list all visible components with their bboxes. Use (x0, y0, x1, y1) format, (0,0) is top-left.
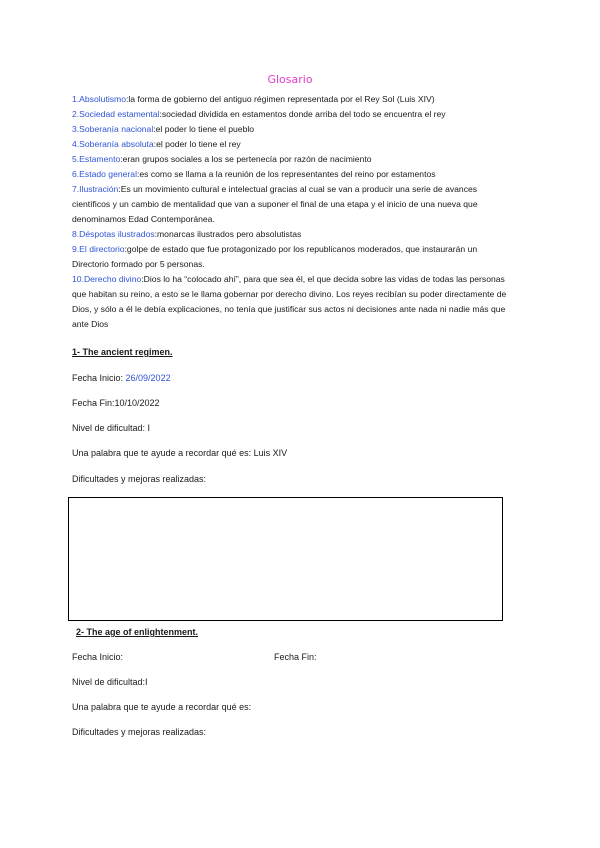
glossary-entry (72, 122, 512, 137)
glossary-term: 2.Sociedad estamental (72, 109, 160, 119)
improvements-textbox[interactable] (68, 497, 503, 621)
glossary-definition: :la forma de gobierno del antiguo régimen representada por el Rey Sol (Luis XIV) (125, 94, 435, 104)
glossary-term: 7.Ilustración (72, 184, 119, 194)
glossary-term: 8.Déspotas ilustrados (72, 229, 155, 239)
glossary-definition: :el poder lo tiene el pueblo (153, 124, 255, 134)
glossary-term: 5.Estamento (72, 154, 121, 164)
glossary-term: 3.Soberanía nacional (72, 124, 154, 134)
section1-memory-word: Una palabra que te ayude a recordar qué es: Luis XIV (72, 448, 288, 458)
glossary-entry (72, 107, 512, 122)
section2-difficulty: Nivel de dificultad:I (72, 677, 148, 687)
glossary-definition: :Dios lo ha “colocado ahí”, para que sea él, el que decida sobre las vidas de todas las personas que habitan su reino, a esto se le llama gobernar por derecho divino. Los reyes recibían su poder directamente de Dios, y sólo a él le debía explicaciones, no tenía que justificar sus actos ni decisiones ante nada ni nadie más que ante Dios (72, 274, 507, 329)
glossary-entry (72, 227, 512, 242)
glossary-definition: :es como se llama a la reunión de los representantes del reino por estamentos (136, 169, 436, 179)
section1-end-date: Fecha Fin:10/10/2022 (72, 398, 160, 408)
section2-memory-word: Una palabra que te ayude a recordar qué es: (72, 702, 252, 712)
glossary-entry (72, 242, 512, 272)
glossary-definition: :monarcas ilustrados pero absolutistas (154, 229, 302, 239)
glossary-entry (72, 137, 512, 152)
section2-end-date: Fecha Fin: (274, 652, 317, 662)
glossary-definition: :Es un movimiento cultural e intelectual gracias al cual se van a producir una serie de avances científicos y un cambio de mentalidad que van a suponer el final de una etapa y el inicio de una nueva que denominamos Edad Contemporánea. (72, 184, 478, 224)
section2-heading: 2- The age of enlightenment. (76, 627, 199, 637)
glossary-list (72, 92, 512, 332)
glossary-entry (72, 272, 512, 332)
start-date-label: Fecha Inicio: (72, 373, 126, 383)
glossary-definition: :golpe de estado que fue protagonizado por los republicanos moderados, que instaurarán un Directorio formado por 5 personas. (72, 244, 478, 269)
glossary-entry (72, 182, 512, 227)
start-date-value: 26/09/2022 (125, 373, 171, 383)
glossary-definition: :sociedad dividida en estamentos donde arriba del todo se encuentra el rey (159, 109, 446, 119)
glossary-definition: :eran grupos sociales a los se pertenecía por razón de nacimiento (120, 154, 372, 164)
section1-heading: 1- The ancient regimen. (72, 347, 173, 357)
section1-start-date (72, 373, 171, 383)
glossary-term: 10.Derecho divino (72, 274, 142, 284)
section1-improvements-label: Dificultades y mejoras realizadas: (72, 474, 207, 484)
glossary-term: 4.Soberanía absoluta (72, 139, 154, 149)
glossary-entry (72, 167, 512, 182)
section2-improvements-label: Dificultades y mejoras realizadas: (72, 727, 207, 737)
glossary-entry (72, 152, 512, 167)
glossary-definition: :el poder lo tiene el rey (153, 139, 241, 149)
glossary-term: 1.Absolutismo (72, 94, 126, 104)
glossary-term: 6.Estado general (72, 169, 137, 179)
glossary-entry (72, 92, 512, 107)
section2-start-date: Fecha Inicio: (72, 652, 124, 662)
glossary-term: 9.El directorio (72, 244, 125, 254)
section1-difficulty: Nivel de dificultad: I (72, 423, 151, 433)
glossary-title: Glosario (267, 73, 313, 86)
